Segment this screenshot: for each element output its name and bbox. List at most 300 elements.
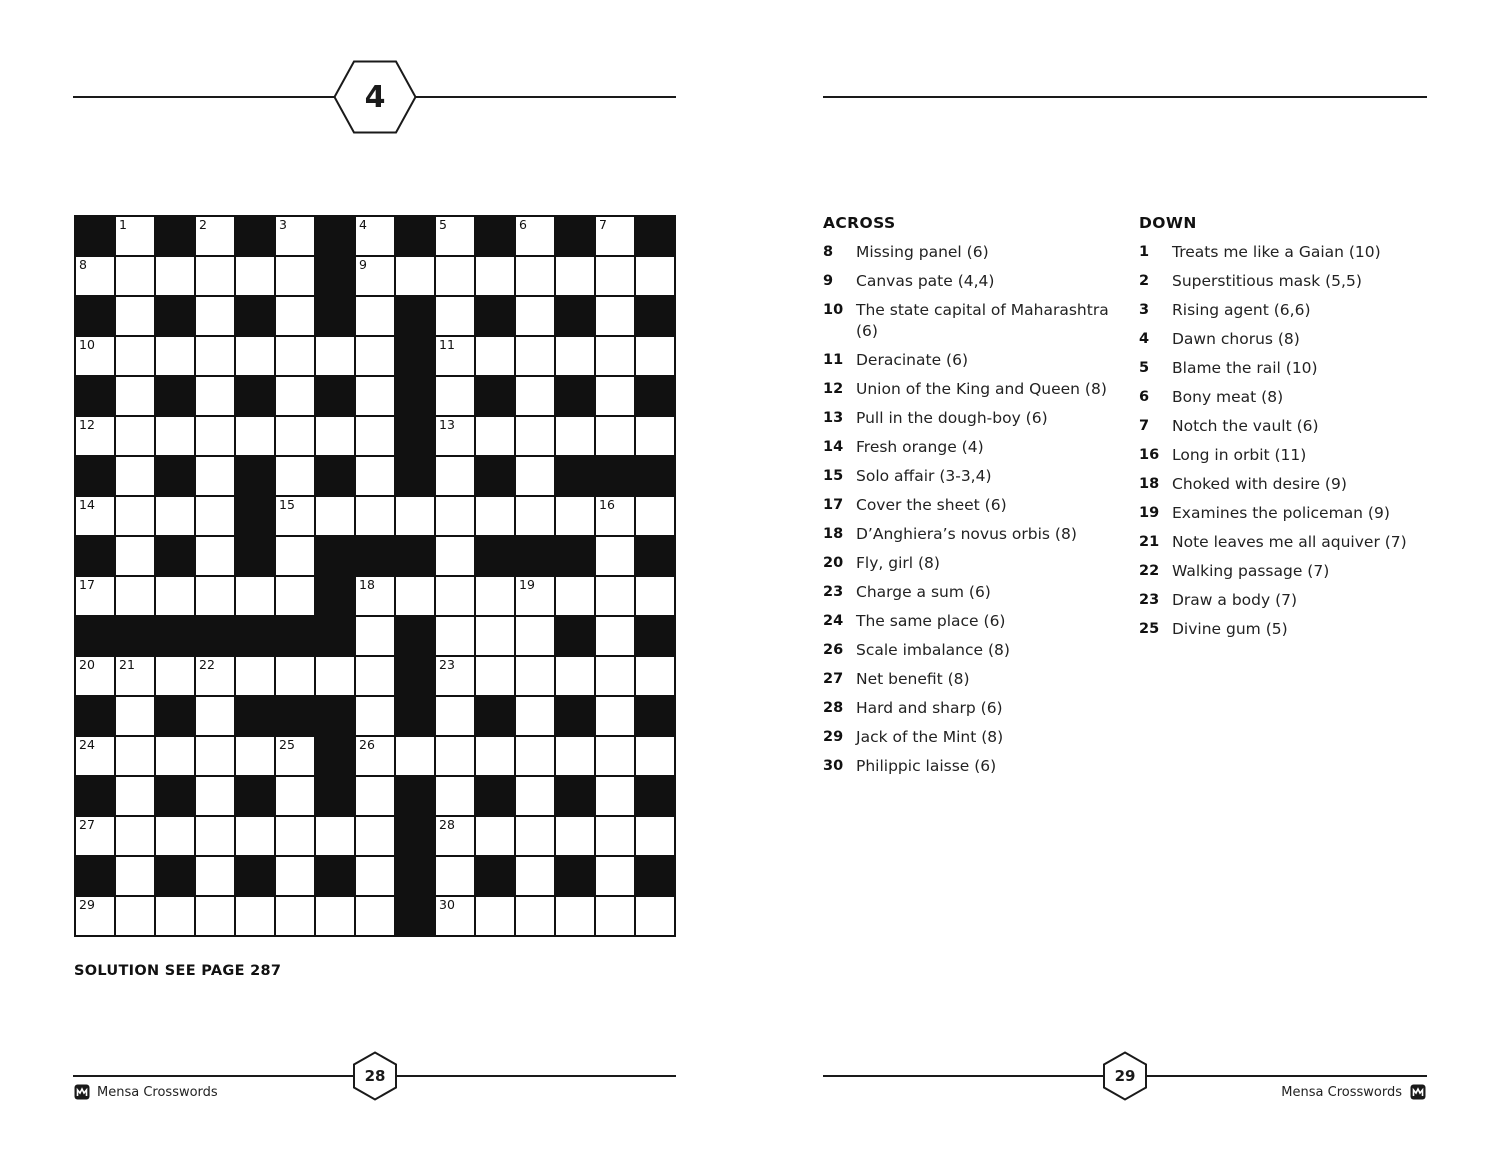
grid-cell[interactable] [556, 337, 594, 375]
grid-cell[interactable] [116, 217, 154, 255]
grid-cell[interactable] [276, 457, 314, 495]
grid-cell[interactable] [636, 897, 674, 935]
grid-cell[interactable] [476, 817, 514, 855]
grid-cell[interactable] [556, 257, 594, 295]
grid-cell[interactable] [516, 777, 554, 815]
grid-cell[interactable] [556, 897, 594, 935]
grid-cell[interactable] [76, 817, 114, 855]
across-clue-text: Charge a sum (6) [856, 582, 991, 601]
grid-block-cell [356, 537, 394, 575]
grid-cell[interactable] [636, 657, 674, 695]
grid-block-cell [156, 377, 194, 415]
grid-block-cell [636, 777, 674, 815]
down-clue-text: Notch the vault (6) [1172, 417, 1319, 435]
grid-block-cell [316, 577, 354, 615]
grid-cell[interactable] [596, 857, 634, 895]
grid-cell[interactable] [516, 857, 554, 895]
grid-cell[interactable] [316, 497, 354, 535]
grid-cell[interactable] [356, 897, 394, 935]
down-clue [1139, 242, 1419, 263]
grid-cell[interactable] [356, 857, 394, 895]
down-clue-number: 16 [1139, 447, 1160, 463]
down-clue [1139, 445, 1419, 466]
grid-cell[interactable] [316, 897, 354, 935]
grid-cell[interactable] [276, 897, 314, 935]
grid-cell[interactable] [276, 777, 314, 815]
grid-cell[interactable] [356, 417, 394, 455]
grid-cell[interactable] [516, 577, 554, 615]
grid-block-cell [476, 697, 514, 735]
grid-cell[interactable] [76, 657, 114, 695]
grid-cell[interactable] [156, 657, 194, 695]
across-clue [823, 756, 1123, 777]
across-clue-text: Philippic laisse (6) [856, 756, 997, 775]
down-clue-text: Note leaves me all aquiver (7) [1172, 533, 1407, 551]
down-clue-number: 6 [1139, 389, 1150, 405]
grid-cell[interactable] [116, 577, 154, 615]
grid-cell[interactable] [476, 337, 514, 375]
grid-block-cell [156, 857, 194, 895]
grid-cell[interactable] [116, 697, 154, 735]
grid-cell[interactable] [116, 457, 154, 495]
grid-cell[interactable] [596, 617, 634, 655]
grid-cell[interactable] [276, 537, 314, 575]
down-clues [1139, 214, 1419, 648]
across-clue-number: 17 [823, 496, 844, 513]
grid-cell[interactable] [436, 217, 474, 255]
grid-cell[interactable] [596, 537, 634, 575]
grid-block-cell [396, 897, 434, 935]
grid-cell[interactable] [116, 417, 154, 455]
grid-cell[interactable] [556, 497, 594, 535]
clue-number: 15 [279, 497, 295, 512]
grid-cell[interactable] [476, 257, 514, 295]
across-clue [823, 300, 1123, 341]
grid-cell[interactable] [196, 297, 234, 335]
grid-block-cell [76, 697, 114, 735]
across-heading: ACROSS [823, 214, 896, 232]
down-clue [1139, 416, 1419, 437]
grid-cell[interactable] [516, 377, 554, 415]
grid-cell[interactable] [196, 577, 234, 615]
grid-block-cell [316, 217, 354, 255]
grid-block-cell [636, 857, 674, 895]
across-clue-number: 23 [823, 583, 844, 600]
grid-cell[interactable] [476, 897, 514, 935]
grid-block-cell [396, 377, 434, 415]
down-clue-number: 25 [1139, 621, 1160, 637]
grid-block-cell [76, 297, 114, 335]
grid-cell[interactable] [276, 417, 314, 455]
grid-cell[interactable] [116, 257, 154, 295]
clue-number: 3 [279, 217, 287, 232]
clue-number: 29 [79, 897, 95, 912]
grid-cell[interactable] [156, 817, 194, 855]
grid-cell[interactable] [516, 257, 554, 295]
grid-cell[interactable] [516, 697, 554, 735]
grid-cell[interactable] [276, 297, 314, 335]
grid-cell[interactable] [476, 577, 514, 615]
grid-cell[interactable] [356, 377, 394, 415]
grid-cell[interactable] [436, 737, 474, 775]
grid-cell[interactable] [516, 337, 554, 375]
across-clue-text: Union of the King and Queen (8) [856, 379, 1107, 398]
grid-cell[interactable] [196, 857, 234, 895]
grid-cell[interactable] [436, 817, 474, 855]
grid-cell[interactable] [276, 497, 314, 535]
grid-block-cell [636, 537, 674, 575]
grid-block-cell [636, 377, 674, 415]
grid-cell[interactable] [236, 337, 274, 375]
clue-number: 4 [359, 217, 367, 232]
grid-cell[interactable] [436, 577, 474, 615]
grid-cell[interactable] [516, 817, 554, 855]
down-clue [1139, 387, 1419, 408]
grid-cell[interactable] [476, 417, 514, 455]
grid-cell[interactable] [116, 897, 154, 935]
grid-cell[interactable] [356, 617, 394, 655]
grid-cell[interactable] [596, 697, 634, 735]
grid-cell[interactable] [356, 337, 394, 375]
grid-cell[interactable] [596, 337, 634, 375]
across-clue-number: 10 [823, 302, 844, 318]
grid-block-cell [76, 537, 114, 575]
grid-cell[interactable] [156, 897, 194, 935]
grid-cell[interactable] [116, 777, 154, 815]
down-clue [1139, 329, 1419, 350]
grid-block-cell [276, 617, 314, 655]
grid-cell[interactable] [196, 217, 234, 255]
across-clue-text: Cover the sheet (6) [856, 495, 1007, 514]
grid-cell[interactable] [556, 417, 594, 455]
grid-block-cell [116, 617, 154, 655]
grid-cell[interactable] [156, 577, 194, 615]
grid-block-cell [76, 457, 114, 495]
grid-cell[interactable] [276, 337, 314, 375]
grid-block-cell [636, 457, 674, 495]
down-clue-number: 3 [1139, 302, 1150, 318]
down-heading: DOWN [1139, 214, 1197, 232]
grid-block-cell [556, 377, 594, 415]
grid-cell[interactable] [476, 617, 514, 655]
grid-cell[interactable] [316, 657, 354, 695]
grid-block-cell [396, 817, 434, 855]
grid-block-cell [556, 537, 594, 575]
grid-cell[interactable] [276, 817, 314, 855]
across-clue-text: Fly, girl (8) [856, 553, 940, 572]
across-clues [823, 214, 1123, 785]
grid-block-cell [76, 377, 114, 415]
down-clue-number: 7 [1139, 418, 1150, 434]
grid-cell[interactable] [436, 497, 474, 535]
grid-block-cell [316, 697, 354, 735]
grid-cell[interactable] [356, 297, 394, 335]
grid-cell[interactable] [436, 457, 474, 495]
grid-cell[interactable] [236, 817, 274, 855]
grid-cell[interactable] [636, 577, 674, 615]
grid-cell[interactable] [156, 257, 194, 295]
grid-cell[interactable] [556, 657, 594, 695]
grid-cell[interactable] [116, 817, 154, 855]
across-clue-number: 24 [823, 612, 844, 629]
grid-cell[interactable] [356, 577, 394, 615]
down-clue [1139, 474, 1419, 495]
across-clue [823, 669, 1123, 690]
grid-cell[interactable] [436, 857, 474, 895]
grid-cell[interactable] [516, 217, 554, 255]
grid-cell[interactable] [116, 737, 154, 775]
grid-cell[interactable] [436, 257, 474, 295]
grid-cell[interactable] [116, 537, 154, 575]
grid-cell[interactable] [476, 497, 514, 535]
grid-cell[interactable] [196, 257, 234, 295]
grid-cell[interactable] [436, 417, 474, 455]
grid-cell[interactable] [356, 737, 394, 775]
clue-number: 10 [79, 337, 95, 352]
grid-cell[interactable] [436, 777, 474, 815]
grid-cell[interactable] [196, 417, 234, 455]
grid-block-cell [596, 457, 634, 495]
clue-number: 12 [79, 417, 95, 432]
grid-cell[interactable] [276, 257, 314, 295]
grid-block-cell [196, 617, 234, 655]
grid-cell[interactable] [276, 737, 314, 775]
grid-cell[interactable] [276, 217, 314, 255]
grid-cell[interactable] [356, 817, 394, 855]
grid-cell[interactable] [556, 577, 594, 615]
grid-block-cell [476, 857, 514, 895]
grid-cell[interactable] [316, 337, 354, 375]
grid-cell[interactable] [356, 257, 394, 295]
grid-block-cell [396, 697, 434, 735]
across-clue [823, 495, 1123, 516]
grid-cell[interactable] [356, 457, 394, 495]
grid-cell[interactable] [116, 377, 154, 415]
grid-cell[interactable] [356, 497, 394, 535]
header-rule-right [823, 96, 1427, 98]
grid-cell[interactable] [116, 337, 154, 375]
down-clue [1139, 561, 1419, 582]
grid-cell[interactable] [276, 657, 314, 695]
grid-cell[interactable] [76, 257, 114, 295]
down-clue [1139, 619, 1419, 640]
grid-cell[interactable] [356, 697, 394, 735]
clue-number: 26 [359, 737, 375, 752]
grid-block-cell [236, 457, 274, 495]
grid-cell[interactable] [636, 817, 674, 855]
grid-cell[interactable] [516, 737, 554, 775]
grid-cell[interactable] [116, 497, 154, 535]
grid-cell[interactable] [196, 537, 234, 575]
grid-cell[interactable] [196, 737, 234, 775]
grid-cell[interactable] [596, 377, 634, 415]
grid-block-cell [156, 777, 194, 815]
grid-block-cell [636, 617, 674, 655]
down-clue-text: Examines the policeman (9) [1172, 504, 1390, 522]
grid-cell[interactable] [276, 857, 314, 895]
grid-cell[interactable] [356, 657, 394, 695]
down-clue [1139, 271, 1419, 292]
grid-cell[interactable] [396, 577, 434, 615]
grid-cell[interactable] [556, 817, 594, 855]
grid-block-cell [316, 857, 354, 895]
grid-cell[interactable] [516, 457, 554, 495]
grid-cell[interactable] [196, 337, 234, 375]
grid-cell[interactable] [76, 417, 114, 455]
grid-cell[interactable] [436, 377, 474, 415]
down-clue-text: Blame the rail (10) [1172, 359, 1318, 377]
grid-cell[interactable] [596, 417, 634, 455]
grid-cell[interactable] [596, 497, 634, 535]
grid-cell[interactable] [476, 737, 514, 775]
grid-cell[interactable] [76, 577, 114, 615]
down-clue-text: Divine gum (5) [1172, 620, 1288, 638]
grid-cell[interactable] [436, 617, 474, 655]
down-clue-text: Rising agent (6,6) [1172, 301, 1311, 319]
grid-cell[interactable] [396, 737, 434, 775]
mensa-logo-icon [1410, 1084, 1426, 1100]
down-clue-text: Treats me like a Gaian (10) [1172, 243, 1381, 261]
grid-block-cell [636, 217, 674, 255]
grid-block-cell [236, 777, 274, 815]
grid-cell[interactable] [476, 657, 514, 695]
grid-cell[interactable] [596, 817, 634, 855]
grid-cell[interactable] [156, 497, 194, 535]
clue-number: 2 [199, 217, 207, 232]
grid-block-cell [156, 537, 194, 575]
grid-cell[interactable] [356, 777, 394, 815]
grid-block-cell [156, 297, 194, 335]
grid-cell[interactable] [196, 777, 234, 815]
grid-cell[interactable] [156, 337, 194, 375]
grid-cell[interactable] [396, 257, 434, 295]
grid-cell[interactable] [196, 377, 234, 415]
across-clue [823, 408, 1123, 429]
grid-cell[interactable] [436, 297, 474, 335]
across-clue-number: 14 [823, 438, 844, 455]
grid-cell[interactable] [516, 897, 554, 935]
puzzle-number: 4 [364, 79, 386, 115]
grid-cell[interactable] [436, 537, 474, 575]
grid-cell[interactable] [436, 897, 474, 935]
grid-block-cell [396, 617, 434, 655]
grid-cell[interactable] [516, 297, 554, 335]
down-clue [1139, 590, 1419, 611]
grid-cell[interactable] [596, 897, 634, 935]
grid-block-cell [396, 457, 434, 495]
grid-cell[interactable] [516, 497, 554, 535]
grid-cell[interactable] [636, 337, 674, 375]
grid-cell[interactable] [436, 657, 474, 695]
grid-cell[interactable] [116, 297, 154, 335]
across-clue-number: 15 [823, 467, 844, 484]
down-clue-number: 19 [1139, 505, 1160, 521]
grid-cell[interactable] [76, 897, 114, 935]
down-clue-number: 5 [1139, 360, 1150, 376]
grid-cell[interactable] [116, 857, 154, 895]
grid-cell[interactable] [76, 737, 114, 775]
grid-cell[interactable] [516, 417, 554, 455]
grid-cell[interactable] [236, 657, 274, 695]
down-clue-number: 4 [1139, 331, 1150, 347]
grid-cell[interactable] [596, 737, 634, 775]
grid-cell[interactable] [596, 257, 634, 295]
across-clue-text: Jack of the Mint (8) [856, 727, 1004, 746]
grid-cell[interactable] [436, 337, 474, 375]
grid-cell[interactable] [196, 657, 234, 695]
grid-cell[interactable] [196, 697, 234, 735]
grid-cell[interactable] [156, 417, 194, 455]
across-clue-text: Hard and sharp (6) [856, 698, 1003, 717]
grid-cell[interactable] [316, 817, 354, 855]
grid-cell[interactable] [596, 217, 634, 255]
down-clue-number: 23 [1139, 592, 1160, 608]
across-clue [823, 582, 1123, 603]
clue-number: 16 [599, 497, 615, 512]
grid-cell[interactable] [356, 217, 394, 255]
grid-cell[interactable] [596, 777, 634, 815]
grid-cell[interactable] [196, 817, 234, 855]
across-clue-list [823, 242, 1123, 776]
grid-cell[interactable] [556, 737, 594, 775]
grid-cell[interactable] [236, 417, 274, 455]
grid-cell[interactable] [276, 377, 314, 415]
clue-number: 25 [279, 737, 295, 752]
grid-block-cell [396, 297, 434, 335]
clue-number: 21 [119, 657, 135, 672]
grid-cell[interactable] [116, 657, 154, 695]
grid-cell[interactable] [196, 497, 234, 535]
grid-cell[interactable] [516, 617, 554, 655]
grid-block-cell [156, 457, 194, 495]
grid-cell[interactable] [236, 257, 274, 295]
grid-cell[interactable] [316, 417, 354, 455]
down-clue-text: Choked with desire (9) [1172, 475, 1347, 493]
grid-cell[interactable] [276, 577, 314, 615]
across-clue [823, 611, 1123, 632]
grid-cell[interactable] [76, 497, 114, 535]
grid-cell[interactable] [236, 577, 274, 615]
grid-cell[interactable] [436, 697, 474, 735]
grid-block-cell [556, 697, 594, 735]
across-clue [823, 553, 1123, 574]
grid-block-cell [236, 497, 274, 535]
grid-cell[interactable] [596, 657, 634, 695]
grid-cell[interactable] [596, 577, 634, 615]
grid-cell[interactable] [636, 737, 674, 775]
grid-cell[interactable] [636, 417, 674, 455]
grid-cell[interactable] [76, 337, 114, 375]
across-clue [823, 466, 1123, 487]
grid-cell[interactable] [196, 897, 234, 935]
grid-block-cell [476, 377, 514, 415]
down-clue-text: Draw a body (7) [1172, 591, 1298, 609]
grid-cell[interactable] [636, 257, 674, 295]
grid-block-cell [236, 297, 274, 335]
grid-cell[interactable] [396, 497, 434, 535]
grid-cell[interactable] [516, 657, 554, 695]
grid-cell[interactable] [156, 737, 194, 775]
grid-cell[interactable] [636, 497, 674, 535]
across-clue [823, 242, 1123, 263]
grid-block-cell [636, 297, 674, 335]
grid-cell[interactable] [236, 737, 274, 775]
grid-cell[interactable] [196, 457, 234, 495]
grid-cell[interactable] [596, 297, 634, 335]
clue-number: 28 [439, 817, 455, 832]
across-clue-number: 28 [823, 699, 844, 716]
grid-cell[interactable] [236, 897, 274, 935]
